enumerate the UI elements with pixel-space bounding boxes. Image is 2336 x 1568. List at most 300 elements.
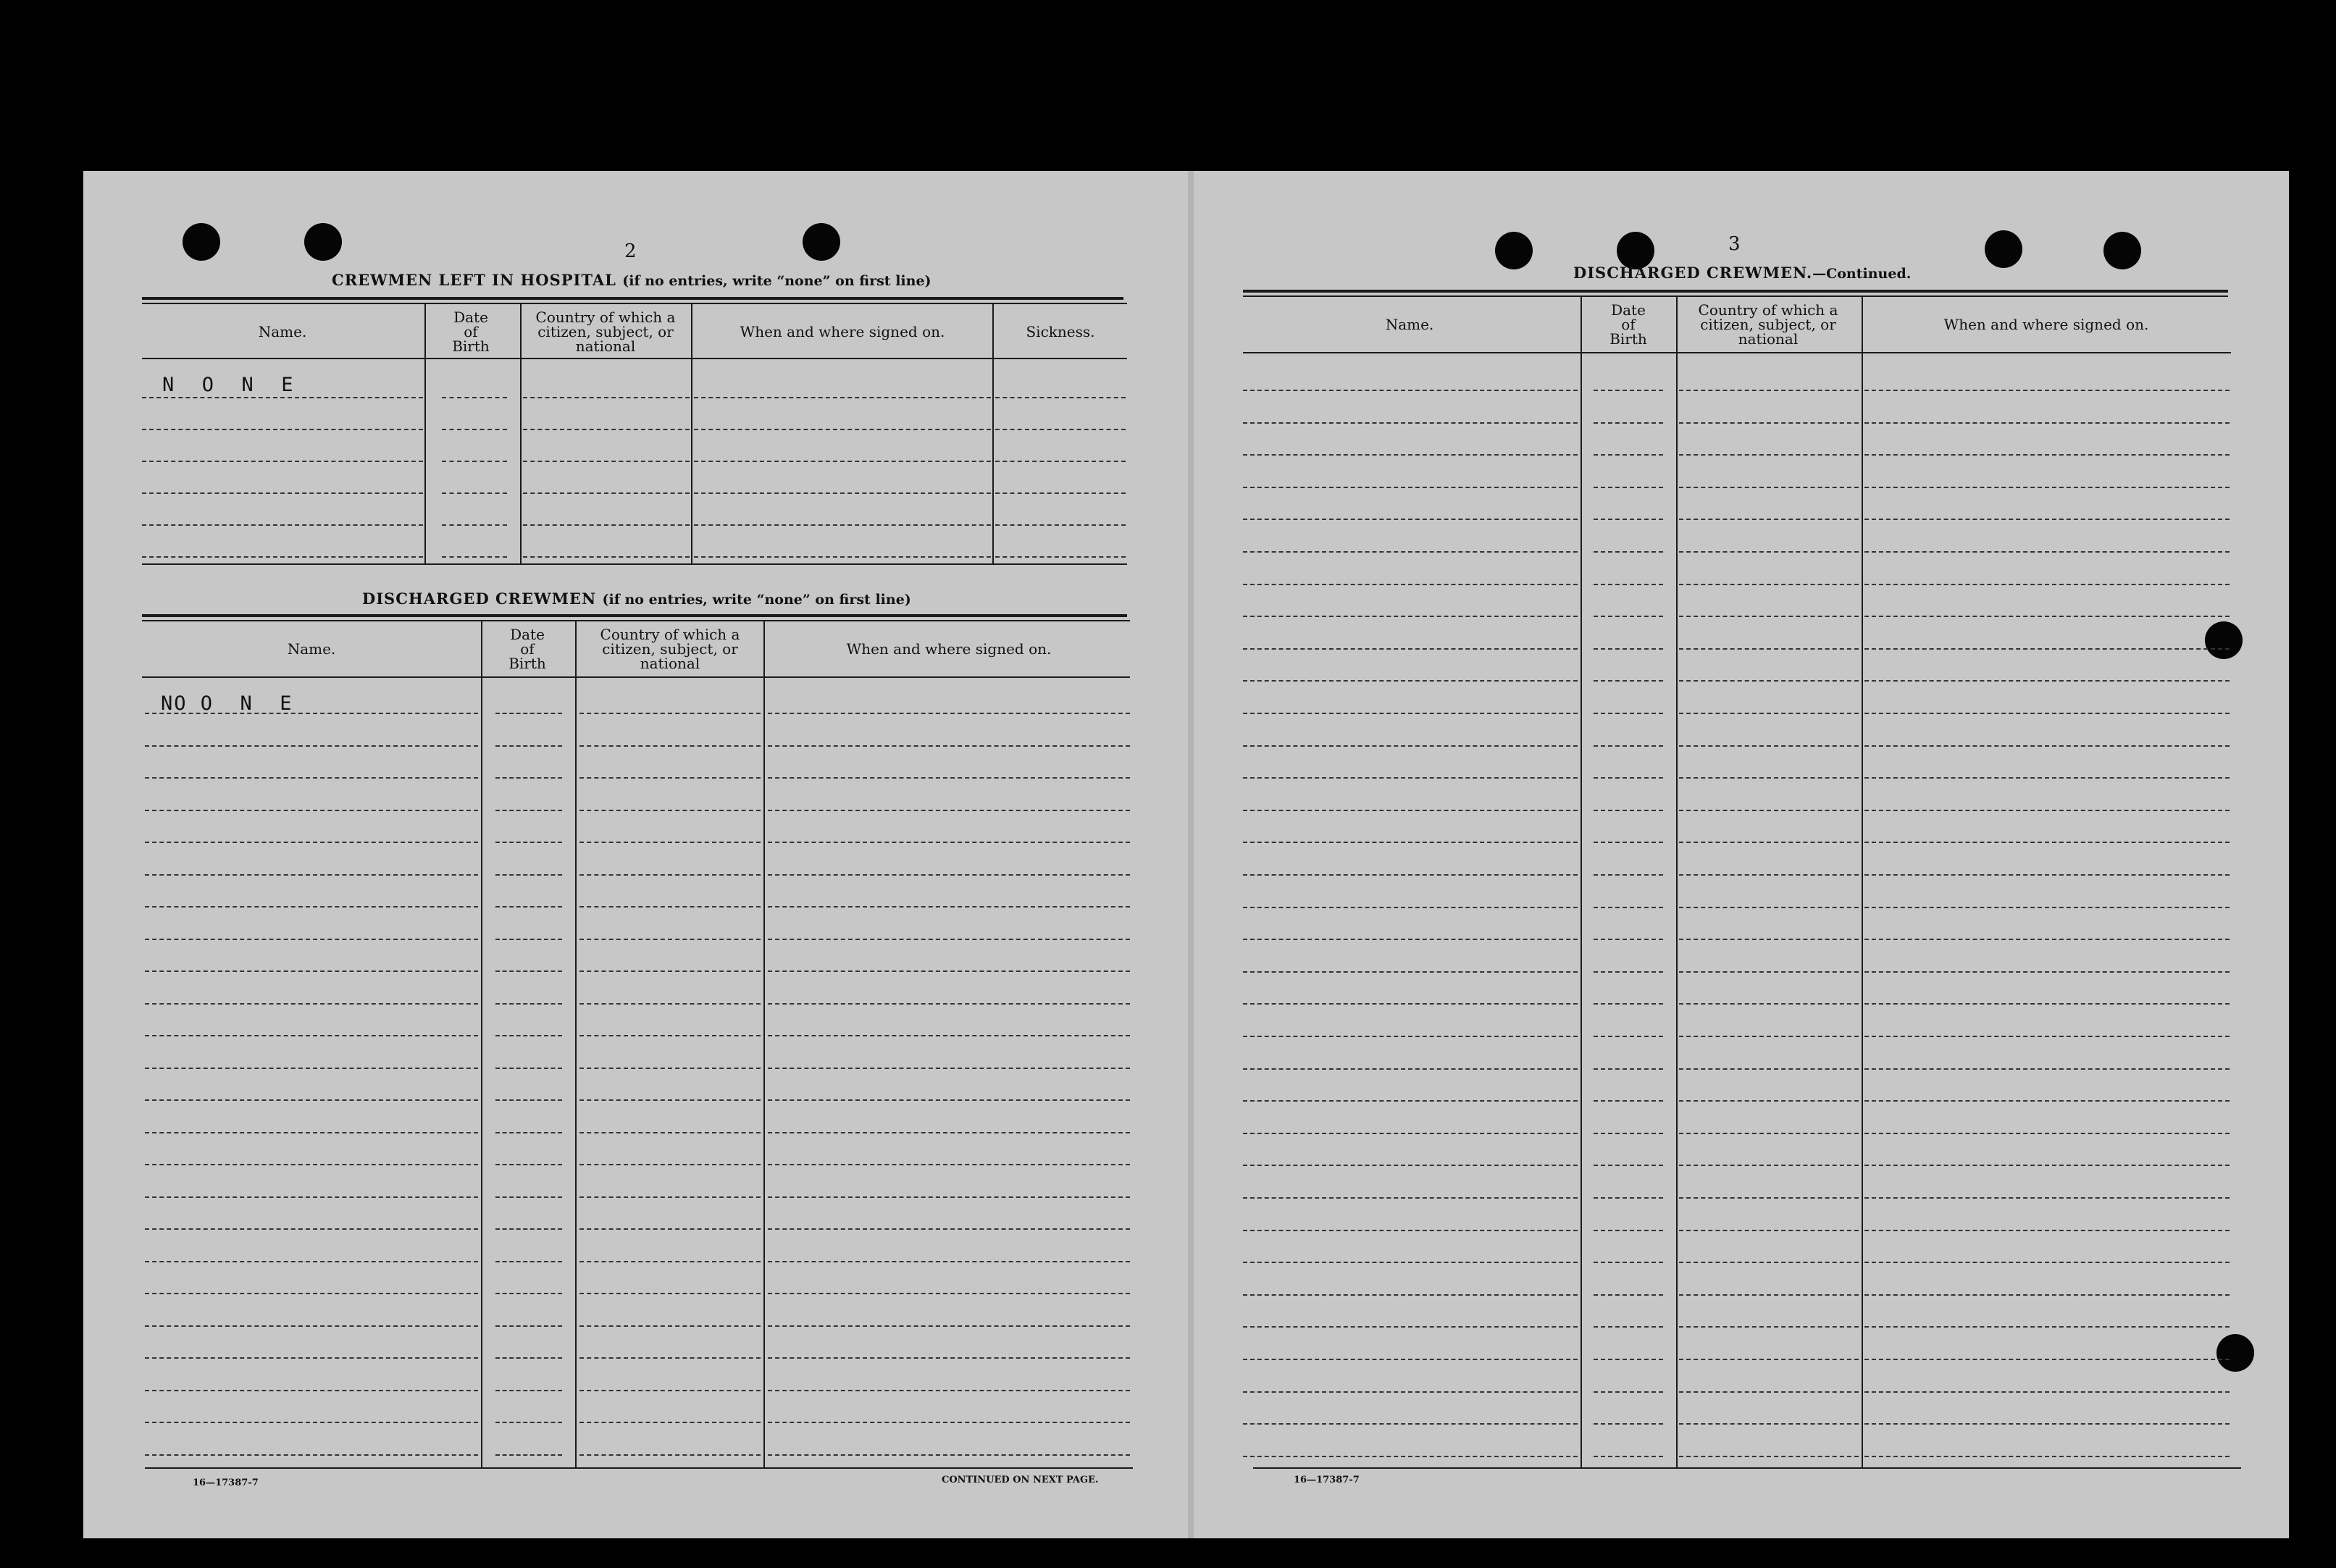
entry-line[interactable] — [579, 810, 761, 811]
entry-line[interactable] — [1243, 1068, 1578, 1070]
entry-line[interactable] — [1243, 1003, 1578, 1005]
entry-line[interactable] — [1679, 454, 1859, 456]
entry-line[interactable] — [523, 397, 690, 398]
entry-line[interactable] — [1679, 551, 1859, 553]
entry-line[interactable] — [579, 745, 761, 747]
entry-line[interactable] — [579, 1132, 761, 1133]
entry-line[interactable] — [579, 1325, 761, 1327]
entry-line[interactable] — [1679, 842, 1859, 843]
column-divider — [1862, 297, 1863, 1467]
entry-line[interactable] — [495, 970, 562, 972]
discharged-top-rule — [142, 614, 1127, 617]
entry-line[interactable] — [495, 777, 562, 779]
entry-line[interactable] — [145, 1068, 478, 1069]
entry-line[interactable] — [1594, 1036, 1663, 1037]
entry-line[interactable] — [1594, 1100, 1663, 1102]
entry-line[interactable] — [495, 842, 562, 843]
entry-line[interactable] — [1679, 584, 1859, 585]
entry-line[interactable] — [694, 397, 991, 398]
entry-line[interactable] — [145, 1196, 478, 1198]
entry-line[interactable] — [1679, 1391, 1859, 1393]
entry-line[interactable] — [1679, 971, 1859, 973]
entry-line[interactable] — [1679, 487, 1859, 488]
hospital-entry: N O N E — [162, 374, 295, 396]
entry-line[interactable] — [523, 461, 690, 462]
entry-line[interactable] — [1243, 1230, 1578, 1231]
entry-line[interactable] — [145, 939, 478, 940]
entry-line[interactable] — [1679, 1423, 1859, 1425]
entry-line[interactable] — [1594, 1359, 1663, 1360]
entry-line[interactable] — [145, 713, 478, 714]
entry-line[interactable] — [1243, 519, 1578, 520]
entry-line[interactable] — [1864, 1262, 2230, 1263]
entry-line[interactable] — [579, 1164, 761, 1165]
entry-line[interactable] — [1243, 454, 1578, 456]
entry-line[interactable] — [995, 556, 1126, 558]
entry-line[interactable] — [1243, 584, 1578, 585]
entry-line[interactable] — [1243, 1133, 1578, 1134]
entry-line[interactable] — [579, 1390, 761, 1391]
right-section-title — [1573, 264, 1911, 282]
entry-line[interactable] — [142, 524, 423, 526]
entry-line[interactable] — [768, 1035, 1130, 1036]
entry-line[interactable] — [768, 1132, 1130, 1133]
entry-line[interactable] — [1594, 680, 1663, 682]
entry-line[interactable] — [1864, 939, 2230, 940]
entry-line[interactable] — [1594, 1391, 1663, 1393]
entry-line[interactable] — [694, 524, 991, 526]
entry-line[interactable] — [1594, 1230, 1663, 1231]
entry-line[interactable] — [1679, 713, 1859, 714]
entry-line[interactable] — [1594, 422, 1663, 424]
entry-line[interactable] — [1864, 713, 2230, 714]
entry-line[interactable] — [995, 429, 1126, 430]
entry-line[interactable] — [142, 429, 423, 430]
entry-line[interactable] — [442, 556, 507, 558]
page-number: 3 — [1728, 233, 1741, 255]
entry-line[interactable] — [145, 1035, 478, 1036]
entry-line[interactable] — [1679, 939, 1859, 940]
entry-line[interactable] — [1594, 1423, 1663, 1425]
entry-line[interactable] — [1243, 1262, 1578, 1263]
entry-line[interactable] — [768, 1228, 1130, 1230]
punch-hole — [2103, 232, 2141, 269]
entry-line[interactable] — [523, 429, 690, 430]
entry-line[interactable] — [145, 970, 478, 972]
entry-line[interactable] — [1864, 680, 2230, 682]
entry-line[interactable] — [523, 524, 690, 526]
entry-line[interactable] — [1243, 1326, 1578, 1328]
entry-line[interactable] — [1864, 616, 2230, 617]
entry-line[interactable] — [768, 713, 1130, 714]
entry-line[interactable] — [1243, 1423, 1578, 1425]
entry-line[interactable] — [1864, 487, 2230, 488]
entry-line[interactable] — [1679, 1003, 1859, 1005]
entry-line[interactable] — [495, 1196, 562, 1198]
entry-line[interactable] — [579, 1293, 761, 1294]
entry-line[interactable] — [768, 874, 1130, 876]
right-title-text: DISCHARGED CREWMEN. — [1573, 264, 1813, 282]
entry-line[interactable] — [768, 1003, 1130, 1005]
entry-line[interactable] — [1679, 777, 1859, 779]
page-fold — [1188, 171, 1194, 1538]
entry-line[interactable] — [145, 874, 478, 876]
hospital-col-signed: When and where signed on. — [740, 323, 945, 340]
punch-hole — [2216, 1334, 2254, 1372]
entry-line[interactable] — [523, 492, 690, 494]
punch-hole — [1495, 232, 1533, 269]
entry-line[interactable] — [694, 429, 991, 430]
column-divider — [424, 304, 426, 563]
entry-line[interactable] — [1679, 1133, 1859, 1134]
entry-line[interactable] — [495, 1293, 562, 1294]
entry-line[interactable] — [1243, 907, 1578, 908]
entry-line[interactable] — [142, 556, 423, 558]
entry-line[interactable] — [1243, 616, 1578, 617]
entry-line[interactable] — [579, 874, 761, 876]
entry-line[interactable] — [1594, 616, 1663, 617]
form-number-right: 16—17387-7 — [1294, 1475, 1360, 1485]
entry-line[interactable] — [145, 810, 478, 811]
entry-line[interactable] — [145, 906, 478, 907]
column-divider — [481, 621, 482, 1467]
entry-line[interactable] — [1594, 1326, 1663, 1328]
right-col-name: Name. — [1385, 316, 1434, 333]
entry-line[interactable] — [1594, 551, 1663, 553]
entry-line[interactable] — [1594, 519, 1663, 520]
entry-line[interactable] — [694, 461, 991, 462]
entry-line[interactable] — [768, 1293, 1130, 1294]
entry-line[interactable] — [1864, 519, 2230, 520]
entry-line[interactable] — [1243, 810, 1578, 811]
entry-line[interactable] — [145, 1390, 478, 1391]
entry-line[interactable] — [694, 492, 991, 494]
entry-line[interactable] — [1679, 1068, 1859, 1070]
entry-line[interactable] — [1594, 971, 1663, 973]
entry-line[interactable] — [1594, 487, 1663, 488]
entry-line[interactable] — [768, 1325, 1130, 1327]
entry-line[interactable] — [579, 1357, 761, 1359]
entry-line[interactable] — [1594, 1068, 1663, 1070]
entry-line[interactable] — [1679, 390, 1859, 391]
entry-line[interactable] — [579, 713, 761, 714]
entry-line[interactable] — [1243, 487, 1578, 488]
entry-line[interactable] — [1864, 907, 2230, 908]
entry-line[interactable] — [579, 970, 761, 972]
entry-line[interactable] — [1243, 1036, 1578, 1037]
entry-line[interactable] — [768, 1196, 1130, 1198]
entry-line[interactable] — [1594, 842, 1663, 843]
entry-line[interactable] — [495, 810, 562, 811]
entry-line[interactable] — [1243, 680, 1578, 682]
entry-line[interactable] — [1243, 551, 1578, 553]
entry-line[interactable] — [145, 1422, 478, 1423]
entry-line[interactable] — [495, 1357, 562, 1359]
entry-line[interactable] — [1864, 777, 2230, 779]
punch-hole — [1985, 230, 2022, 268]
entry-line[interactable] — [1864, 1456, 2230, 1457]
entry-line[interactable] — [442, 524, 507, 526]
entry-line[interactable] — [1594, 810, 1663, 811]
entry-line[interactable] — [1679, 1456, 1859, 1457]
entry-line[interactable] — [1679, 1359, 1859, 1360]
entry-line[interactable] — [768, 810, 1130, 811]
entry-line[interactable] — [1679, 1294, 1859, 1296]
entry-line[interactable] — [495, 713, 562, 714]
entry-line[interactable] — [1864, 390, 2230, 391]
entry-line[interactable] — [1864, 1100, 2230, 1102]
entry-line[interactable] — [142, 461, 423, 462]
hospital-title-note: (if no entries, write “none” on first line) — [622, 273, 932, 289]
entry-line[interactable] — [768, 1357, 1130, 1359]
entry-line[interactable] — [145, 1293, 478, 1294]
entry-line[interactable] — [768, 1068, 1130, 1069]
entry-line[interactable] — [1864, 1359, 2230, 1360]
entry-line[interactable] — [495, 1454, 562, 1456]
entry-line[interactable] — [1243, 1165, 1578, 1166]
entry-line[interactable] — [579, 1003, 761, 1005]
entry-line[interactable] — [145, 1099, 478, 1101]
entry-line[interactable] — [142, 492, 423, 494]
entry-line[interactable] — [442, 429, 507, 430]
entry-line[interactable] — [1594, 1197, 1663, 1199]
entry-line[interactable] — [1864, 1165, 2230, 1166]
page-number: 2 — [624, 240, 637, 262]
entry-line[interactable] — [768, 1164, 1130, 1165]
entry-line[interactable] — [1679, 874, 1859, 876]
entry-line[interactable] — [768, 777, 1130, 779]
entry-line[interactable] — [1679, 810, 1859, 811]
entry-line[interactable] — [1594, 713, 1663, 714]
entry-line[interactable] — [768, 1454, 1130, 1456]
hospital-title-text: CREWMEN LEFT IN HOSPITAL — [332, 271, 616, 289]
entry-line[interactable] — [1594, 1262, 1663, 1263]
entry-line[interactable] — [995, 492, 1126, 494]
entry-line[interactable] — [1864, 842, 2230, 843]
entry-line[interactable] — [1864, 1326, 2230, 1328]
entry-line[interactable] — [1679, 907, 1859, 908]
entry-line[interactable] — [1594, 1294, 1663, 1296]
hospital-bottom-rule — [142, 563, 1127, 565]
entry-line[interactable] — [768, 939, 1130, 940]
entry-line[interactable] — [1679, 1036, 1859, 1037]
discharged-title-text: DISCHARGED CREWMEN — [362, 590, 597, 608]
entry-line[interactable] — [1594, 1165, 1663, 1166]
entry-line[interactable] — [145, 1228, 478, 1230]
entry-line[interactable] — [1594, 907, 1663, 908]
punch-hole — [2205, 621, 2243, 659]
entry-line[interactable] — [1679, 519, 1859, 520]
entry-line[interactable] — [1679, 422, 1859, 424]
entry-line[interactable] — [1243, 422, 1578, 424]
entry-line[interactable] — [1594, 454, 1663, 456]
entry-line[interactable] — [495, 1422, 562, 1423]
punch-hole — [304, 223, 342, 261]
entry-line[interactable] — [1594, 1133, 1663, 1134]
entry-line[interactable] — [1243, 1359, 1578, 1360]
entry-line[interactable] — [495, 1390, 562, 1391]
hospital-top-rule — [142, 297, 1123, 300]
entry-line[interactable] — [1864, 584, 2230, 585]
entry-line[interactable] — [495, 1003, 562, 1005]
entry-line[interactable] — [145, 1325, 478, 1327]
entry-line[interactable] — [995, 397, 1126, 398]
entry-line[interactable] — [145, 1003, 478, 1005]
entry-line[interactable] — [145, 1454, 478, 1456]
punch-hole — [183, 223, 220, 261]
entry-line[interactable] — [1864, 454, 2230, 456]
entry-line[interactable] — [495, 745, 562, 747]
entry-line[interactable] — [1864, 874, 2230, 876]
entry-line[interactable] — [1864, 1036, 2230, 1037]
discharged-top-rule-2 — [142, 620, 1130, 621]
entry-line[interactable] — [1243, 1456, 1578, 1457]
entry-line[interactable] — [579, 1035, 761, 1036]
entry-line[interactable] — [1864, 1068, 2230, 1070]
entry-line[interactable] — [495, 1325, 562, 1327]
right-top-rule-2 — [1243, 295, 2228, 297]
entry-line[interactable] — [579, 1454, 761, 1456]
continued-note: CONTINUED ON NEXT PAGE. — [942, 1475, 1099, 1485]
entry-line[interactable] — [579, 1422, 761, 1423]
entry-line[interactable] — [1594, 584, 1663, 585]
entry-line[interactable] — [495, 1132, 562, 1133]
entry-line[interactable] — [495, 1164, 562, 1165]
entry-line[interactable] — [1864, 1197, 2230, 1199]
entry-line[interactable] — [495, 1099, 562, 1101]
entry-line[interactable] — [442, 397, 507, 398]
entry-line[interactable] — [495, 874, 562, 876]
entry-line[interactable] — [1243, 648, 1578, 650]
entry-line[interactable] — [1243, 1294, 1578, 1296]
entry-line[interactable] — [579, 1068, 761, 1069]
entry-line[interactable] — [579, 1261, 761, 1262]
entry-line[interactable] — [1864, 1423, 2230, 1425]
entry-line[interactable] — [495, 939, 562, 940]
entry-line[interactable] — [1679, 648, 1859, 650]
entry-line[interactable] — [768, 1099, 1130, 1101]
entry-line[interactable] — [1243, 842, 1578, 843]
right-header-rule — [1243, 352, 2231, 353]
entry-line[interactable] — [1679, 680, 1859, 682]
entry-line[interactable] — [1243, 777, 1578, 779]
entry-line[interactable] — [145, 745, 478, 747]
entry-line[interactable] — [1864, 1133, 2230, 1134]
entry-line[interactable] — [1864, 551, 2230, 553]
entry-line[interactable] — [1594, 1456, 1663, 1457]
entry-line[interactable] — [145, 842, 478, 843]
entry-line[interactable] — [1243, 745, 1578, 747]
entry-line[interactable] — [1864, 1230, 2230, 1231]
entry-line[interactable] — [1594, 939, 1663, 940]
entry-line[interactable] — [768, 906, 1130, 907]
column-divider — [763, 621, 765, 1467]
entry-line[interactable] — [145, 1132, 478, 1133]
entry-line[interactable] — [1243, 1100, 1578, 1102]
entry-line[interactable] — [495, 1035, 562, 1036]
entry-line[interactable] — [1679, 1197, 1859, 1199]
entry-line[interactable] — [1864, 1003, 2230, 1005]
entry-line[interactable] — [495, 1068, 562, 1069]
entry-line[interactable] — [442, 461, 507, 462]
entry-line[interactable] — [1679, 1326, 1859, 1328]
entry-line[interactable] — [495, 1228, 562, 1230]
entry-line[interactable] — [1243, 874, 1578, 876]
entry-line[interactable] — [523, 556, 690, 558]
entry-line[interactable] — [1243, 1197, 1578, 1199]
entry-line[interactable] — [145, 1261, 478, 1262]
entry-line[interactable] — [1594, 777, 1663, 779]
right-col-signed: When and where signed on. — [1943, 316, 2149, 333]
entry-line[interactable] — [1243, 713, 1578, 714]
entry-line[interactable] — [1864, 971, 2230, 973]
entry-line[interactable] — [1243, 971, 1578, 973]
entry-line[interactable] — [579, 906, 761, 907]
entry-line[interactable] — [1594, 1003, 1663, 1005]
entry-line[interactable] — [995, 461, 1126, 462]
entry-line[interactable] — [579, 939, 761, 940]
entry-line[interactable] — [1243, 939, 1578, 940]
entry-line[interactable] — [1864, 745, 2230, 747]
entry-line[interactable] — [768, 745, 1130, 747]
entry-line[interactable] — [1864, 810, 2230, 811]
discharged-col-signed: When and where signed on. — [846, 640, 1052, 658]
entry-line[interactable] — [1594, 874, 1663, 876]
entry-line[interactable] — [442, 492, 507, 494]
entry-line[interactable] — [1864, 648, 2230, 650]
entry-line[interactable] — [1864, 1294, 2230, 1296]
entry-line[interactable] — [579, 777, 761, 779]
entry-line[interactable] — [1679, 1100, 1859, 1102]
entry-line[interactable] — [768, 1261, 1130, 1262]
entry-line[interactable] — [495, 906, 562, 907]
entry-line[interactable] — [579, 842, 761, 843]
discharged-col-dob: Date of Birth — [508, 626, 546, 672]
discharged-col-name: Name. — [287, 640, 336, 658]
entry-line[interactable] — [995, 524, 1126, 526]
entry-line[interactable] — [495, 1261, 562, 1262]
entry-line[interactable] — [1864, 1391, 2230, 1393]
hospital-header-rule — [142, 358, 1127, 359]
discharged-col-country: Country of which a citizen, subject, or national — [600, 626, 740, 672]
entry-line[interactable] — [768, 842, 1130, 843]
entry-line[interactable] — [145, 1164, 478, 1165]
entry-line[interactable] — [1594, 390, 1663, 391]
entry-line[interactable] — [694, 556, 991, 558]
entry-line[interactable] — [1243, 1391, 1578, 1393]
entry-line[interactable] — [1243, 390, 1578, 391]
entry-line[interactable] — [579, 1099, 761, 1101]
entry-line[interactable] — [1679, 1230, 1859, 1231]
entry-line[interactable] — [1679, 616, 1859, 617]
entry-line[interactable] — [1864, 422, 2230, 424]
entry-line[interactable] — [145, 1357, 478, 1359]
entry-line[interactable] — [142, 397, 423, 398]
entry-line[interactable] — [579, 1196, 761, 1198]
entry-line[interactable] — [768, 1422, 1130, 1423]
entry-line[interactable] — [1679, 745, 1859, 747]
entry-line[interactable] — [768, 970, 1130, 972]
entry-line[interactable] — [1594, 745, 1663, 747]
entry-line[interactable] — [768, 1390, 1130, 1391]
entry-line[interactable] — [1679, 1262, 1859, 1263]
entry-line[interactable] — [1594, 648, 1663, 650]
right-bottom-rule — [1253, 1467, 2241, 1469]
entry-line[interactable] — [579, 1228, 761, 1230]
entry-line[interactable] — [1679, 1165, 1859, 1166]
right-top-rule — [1243, 290, 2228, 293]
entry-line[interactable] — [145, 777, 478, 779]
